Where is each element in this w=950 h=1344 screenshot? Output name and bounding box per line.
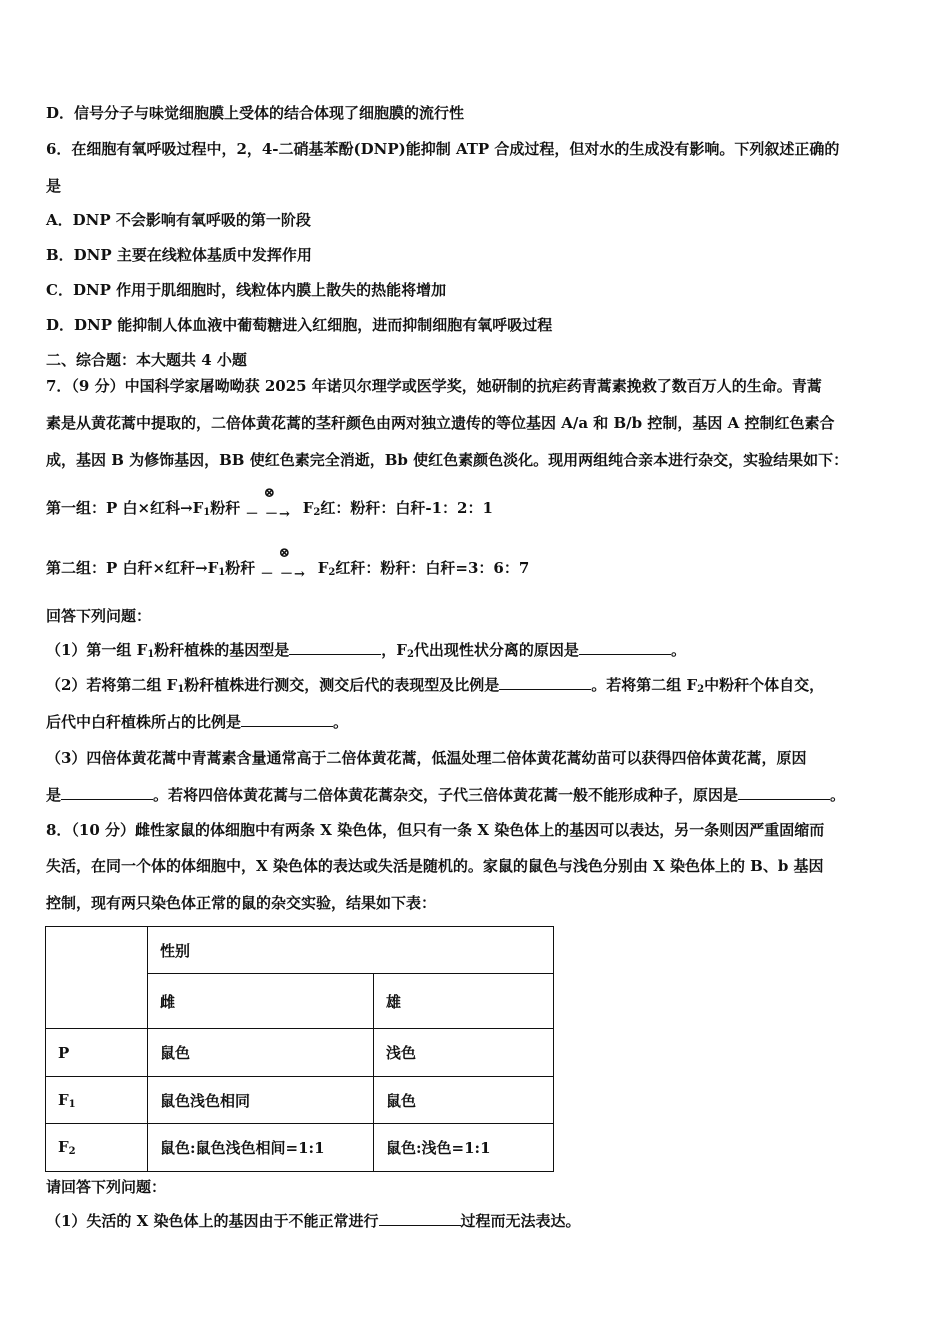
gen-cell <box>46 1029 148 1077</box>
group2-before: 第二组：P 白秆×红秆→F <box>46 559 219 577</box>
group1-after: F <box>302 499 314 517</box>
group2-after: F <box>317 559 329 577</box>
header-female: 雌 <box>148 974 374 1029</box>
q8-answer-prompt: 请回答下列问题： <box>46 1178 167 1196</box>
sub: 1 <box>177 684 185 695</box>
header-male: 雄 <box>374 974 554 1029</box>
answer-blank[interactable] <box>499 675 591 690</box>
q6-stem-line2: 是 <box>46 177 62 195</box>
q7-part3-line1: （3）四倍体黄花蒿中青蒿素含量通常高于二倍体黄花蒿，低温处理二倍体黄花蒿幼苗可以获得四倍体黄花蒿，原因 <box>46 749 807 767</box>
q6-stem-line1: 6．在细胞有氧呼吸过程中，2，4-二硝基苯酚(DNP)能抑制 ATP 合成过程，但对水的生成没有影响。下列叙述正确的 <box>46 140 840 158</box>
q7-group2 <box>46 545 530 583</box>
text: （2）若将第二组 F <box>46 676 178 694</box>
q7-answer-prompt: 回答下列问题： <box>46 607 152 625</box>
selfing-arrow <box>260 545 313 582</box>
section-two-heading: 二、综合题：本大题共 4 小题 <box>46 351 247 369</box>
q8-part1 <box>46 1211 581 1231</box>
text: 是 <box>46 786 62 804</box>
q6-option-c: C．DNP 作用于肌细胞时，线粒体内膜上散失的热能将增加 <box>46 281 447 299</box>
q8-line3: 控制，现有两只染色体正常的鼠的杂交实验，结果如下表： <box>46 894 437 912</box>
text: 。 <box>333 713 349 731</box>
answer-blank[interactable] <box>579 640 671 655</box>
q6-option-b: B．DNP 主要在线粒体基质中发挥作用 <box>46 246 312 264</box>
male-cell: 浅色 <box>374 1029 554 1077</box>
cross-result-table <box>45 926 554 1172</box>
self-cross-symbol: ⊗ <box>263 485 276 501</box>
text: （1）失活的 X 染色体上的基因由于不能正常进行 <box>46 1212 379 1230</box>
q6-option-d: D．DNP 能抑制人体血液中葡萄糖进入红细胞，进而抑制细胞有氧呼吸过程 <box>46 316 553 334</box>
text: 。若将第二组 F <box>591 676 698 694</box>
text: 。若将四倍体黄花蒿与二倍体黄花蒿杂交，子代三倍体黄花蒿一般不能形成种子，原因是 <box>153 786 739 804</box>
q8-line2: 失活，在同一个体的体细胞中，X 染色体的表达或失活是随机的。家鼠的鼠色与浅色分别由 X 染色体上的 B、b 基因 <box>46 857 824 875</box>
q7-line1: 7．（9 分）中国科学家屠呦呦获 2025 年诺贝尔理学或医学奖，她研制的抗疟药青蒿素挽救了数百万人的生命。青蒿 <box>46 377 822 395</box>
q7-group1 <box>46 485 493 523</box>
text: （1）第一组 F <box>46 641 148 659</box>
gen-cell <box>46 1077 148 1124</box>
q7-part2-line2 <box>46 712 348 732</box>
table-row <box>46 1124 554 1172</box>
answer-blank[interactable] <box>241 712 333 727</box>
group1-result: 红：粉秆：白秆-1：2：1 <box>320 499 493 517</box>
text: 后代中白秆植株所占的比例是 <box>46 713 242 731</box>
female-cell: 鼠色:鼠色浅色相间=1:1 <box>148 1124 374 1172</box>
text: 粉秆植株进行测交，测交后代的表现型及比例是 <box>184 676 500 694</box>
group2-mid: 粉秆 <box>225 559 256 577</box>
gen-sub: 1 <box>68 1098 76 1110</box>
female-cell: 鼠色 <box>148 1029 374 1077</box>
arrow-shaft: － －→ <box>260 567 306 582</box>
answer-blank[interactable] <box>289 640 381 655</box>
q5-option-d: D．信号分子与味觉细胞膜上受体的结合体现了细胞膜的流行性 <box>46 104 465 122</box>
group1-sub-f1: 1 <box>203 507 211 518</box>
q7-line3: 成，基因 B 为修饰基因，BB 使红色素完全消逝，Bb 使红色素颜色淡化。现用两组纯合亲本进行杂交，实验结果如下： <box>46 451 849 469</box>
text: ，F <box>381 641 407 659</box>
female-cell: 鼠色浅色相同 <box>148 1077 374 1124</box>
text: 过程而无法表达。 <box>460 1212 581 1230</box>
table-row <box>46 1029 554 1077</box>
group2-sub-f2: 2 <box>328 567 336 578</box>
text: 中粉秆个体自交， <box>704 676 825 694</box>
male-cell: 鼠色 <box>374 1077 554 1124</box>
table-corner <box>46 927 148 1029</box>
text: 。 <box>670 641 686 659</box>
q7-part1 <box>46 640 686 665</box>
q8-line1: 8．（10 分）雌性家鼠的体细胞中有两条 X 染色体，但只有一条 X 染色体上的基因可以表达，另一条则因严重固缩而 <box>46 821 825 839</box>
sub: 2 <box>406 649 414 660</box>
text: 。 <box>830 786 846 804</box>
gen-label: F <box>58 1138 69 1156</box>
text: 代出现性状分离的原因是 <box>413 641 579 659</box>
q7-part2 <box>46 675 824 700</box>
group1-before: 第一组：P 白×红科→F <box>46 499 204 517</box>
group1-mid: 粉秆 <box>210 499 241 517</box>
sub: 1 <box>147 649 155 660</box>
gen-label: P <box>58 1043 70 1062</box>
q7-part3-line2 <box>46 785 845 805</box>
answer-blank[interactable] <box>738 785 830 800</box>
q7-line2: 素是从黄花蒿中提取的，二倍体黄花蒿的茎秆颜色由两对独立遗传的等位基因 A/a 和 B/b 控制，基因 A 控制红色素合 <box>46 414 835 432</box>
male-cell: 鼠色:浅色=1:1 <box>374 1124 554 1172</box>
gen-sub: 2 <box>68 1146 76 1157</box>
gen-label: F <box>58 1090 69 1109</box>
q6-option-a: A．DNP 不会影响有氧呼吸的第一阶段 <box>46 211 311 229</box>
gen-cell <box>46 1124 148 1172</box>
group2-result: 红秆：粉秆：白秆=3：6：7 <box>335 559 530 577</box>
header-sex: 性别 <box>148 927 554 974</box>
answer-blank[interactable] <box>61 785 153 800</box>
group2-sub-f1: 1 <box>218 567 226 578</box>
table-row <box>46 1077 554 1124</box>
text: 粉秆植株的基因型是 <box>154 641 290 659</box>
sub: 2 <box>697 684 705 695</box>
group1-sub-f2: 2 <box>313 507 321 518</box>
answer-blank[interactable] <box>379 1211 461 1226</box>
self-cross-symbol: ⊗ <box>278 545 291 561</box>
selfing-arrow <box>245 485 298 522</box>
arrow-shaft: － －→ <box>245 507 291 522</box>
